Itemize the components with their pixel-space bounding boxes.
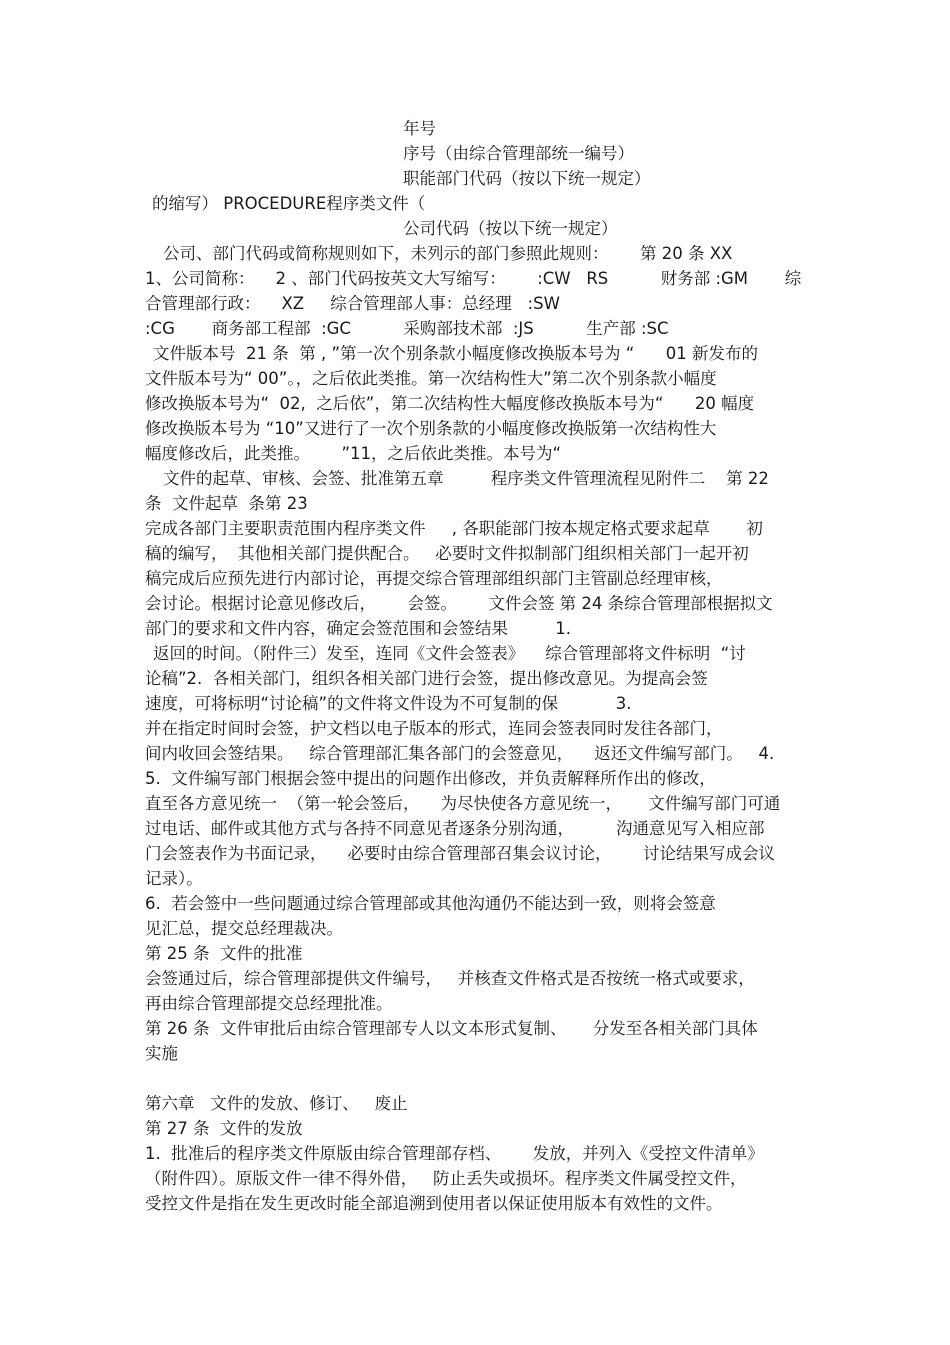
text-line: 返回的时间。（附件三）发至，连同《文件会签表》 综合管理部将文件标明 “讨 [153, 644, 746, 663]
text-line: :CG 商务部工程部 :GC 采购部技术部 :JS 生产部 :SC [145, 319, 669, 338]
text-line: 修改换版本号为“ 02, 之后依”，第二次结构性大幅度修改换版本号为“ 20 幅度 [145, 394, 755, 413]
text-line: 1、公司简称： 2 、部门代码按英文大写缩写： :CW RS 财务部 :GM 综 [145, 269, 802, 288]
text-line: 论稿”2. 各相关部门，组织各相关部门进行会签，提出修改意见。为提高会签 [145, 669, 708, 688]
text-line: 见汇总，提交总经理裁决。 [145, 919, 343, 938]
text-line: 稿的编写， 其他相关部门提供配合。 必要时文件拟制部门组织相关部门一起开初 [145, 544, 749, 563]
header-line-company-code: 公司代码（按以下统一规定） [403, 219, 618, 238]
text-line: 文件版本号为“ 00”。，之后依此类推。第一次结构性大”第二次个别条款小幅度 [145, 369, 717, 388]
text-line: 5. 文件编写部门根据会签中提出的问题作出修改，并负责解释所作出的修改， [145, 769, 716, 788]
text-line: 修改换版本号为 “10”又进行了一次个别条款的小幅度修改换版第一次结构性大 [145, 419, 717, 438]
text-line: 完成各部门主要职责范围内程序类文件 , 各职能部门按本规定格式要求起草 初 [145, 519, 763, 538]
header-line-year: 年号 [403, 119, 436, 138]
text-line: 速度，可将标明“讨论稿”的文件将文件设为不可复制的保 3. [145, 694, 632, 713]
text-line: 稿完成后应预先进行内部讨论，再提交综合管理部组织部门主管副总经理审核， [145, 569, 723, 588]
text-line: 受控文件是指在发生更改时能全部追溯到使用者以保证使用版本有效性的文件。 [145, 1194, 723, 1213]
text-line: 实施 [145, 1044, 178, 1063]
text-line: 并在指定时间时会签，护文档以电子版本的形式，连同会签表同时发往各部门， [145, 719, 723, 738]
text-line: （附件四）。原版文件一律不得外借， 防止丢失或损坏。程序类文件属受控文件， [145, 1169, 747, 1188]
text-line: 1. 批准后的程序类文件原版由综合管理部存档、 发放，并列入《受控文件清单》 [145, 1144, 764, 1163]
article-heading: 第 25 条 文件的批准 [145, 944, 303, 963]
header-line-procedure: 的缩写） PROCEDURE程序类文件（ [152, 194, 426, 213]
text-line: 记录）。 [145, 869, 203, 888]
text-line: 过电话、邮件或其他方式与各持不同意见者逐条分别沟通， 沟通意见写入相应部 [145, 819, 765, 838]
header-line-dept-code: 职能部门代码（按以下统一规定） [403, 169, 651, 188]
text-line: 6. 若会签中一些问题通过综合管理部或其他沟通仍不能达到一致，则将会签意 [145, 894, 716, 913]
text-line: 门会签表作为书面记录， 必要时由综合管理部召集会议讨论， 讨论结果写成会议 [145, 844, 775, 863]
text-line: 公司、部门代码或简称规则如下，未列示的部门参照此规则： 第 20 条 XX [163, 244, 733, 263]
text-line: 文件的起草、审核、会签、批准第五章 程序类文件管理流程见附件二 第 22 [163, 469, 769, 488]
text-line: 会签通过后，综合管理部提供文件编号， 并核查文件格式是否按统一格式或要求， [145, 969, 755, 988]
text-line: 再由综合管理部提交总经理批准。 [145, 994, 393, 1013]
text-line: 第 26 条 文件审批后由综合管理部专人以文本形式复制、 分发至各相关部门具体 [145, 1019, 758, 1038]
text-line: 间内收回会签结果。 综合管理部汇集各部门的会签意见， 返还文件编写部门。 4. [145, 744, 775, 763]
header-line-serial: 序号（由综合管理部统一编号） [403, 144, 634, 163]
text-line: 直至各方意见统一 （第一轮会签后， 为尽快使各方意见统一， 文件编写部门可通 [145, 794, 781, 813]
text-line: 部门的要求和文件内容，确定会签范围和会签结果 1. [145, 619, 571, 638]
text-line: 合管理部行政： XZ 综合管理部人事：总经理 :SW [145, 294, 560, 313]
text-line: 会讨论。根据讨论意见修改后， 会签。 文件会签 第 24 条综合管理部根据拟文 [145, 594, 773, 613]
article-heading: 第 27 条 文件的发放 [145, 1119, 303, 1138]
text-line: 文件版本号 21 条 第 , ”第一次个别条款小幅度修改换版本号为 “ 01 新发布的 [153, 344, 759, 363]
chapter-heading: 第六章 文件的发放、修订、 废止 [145, 1094, 408, 1113]
text-line: 幅度修改后，此类推。 ”11，之后依此类推。本号为“ [145, 444, 562, 463]
text-line: 条 文件起草 条第 23 [145, 494, 308, 513]
